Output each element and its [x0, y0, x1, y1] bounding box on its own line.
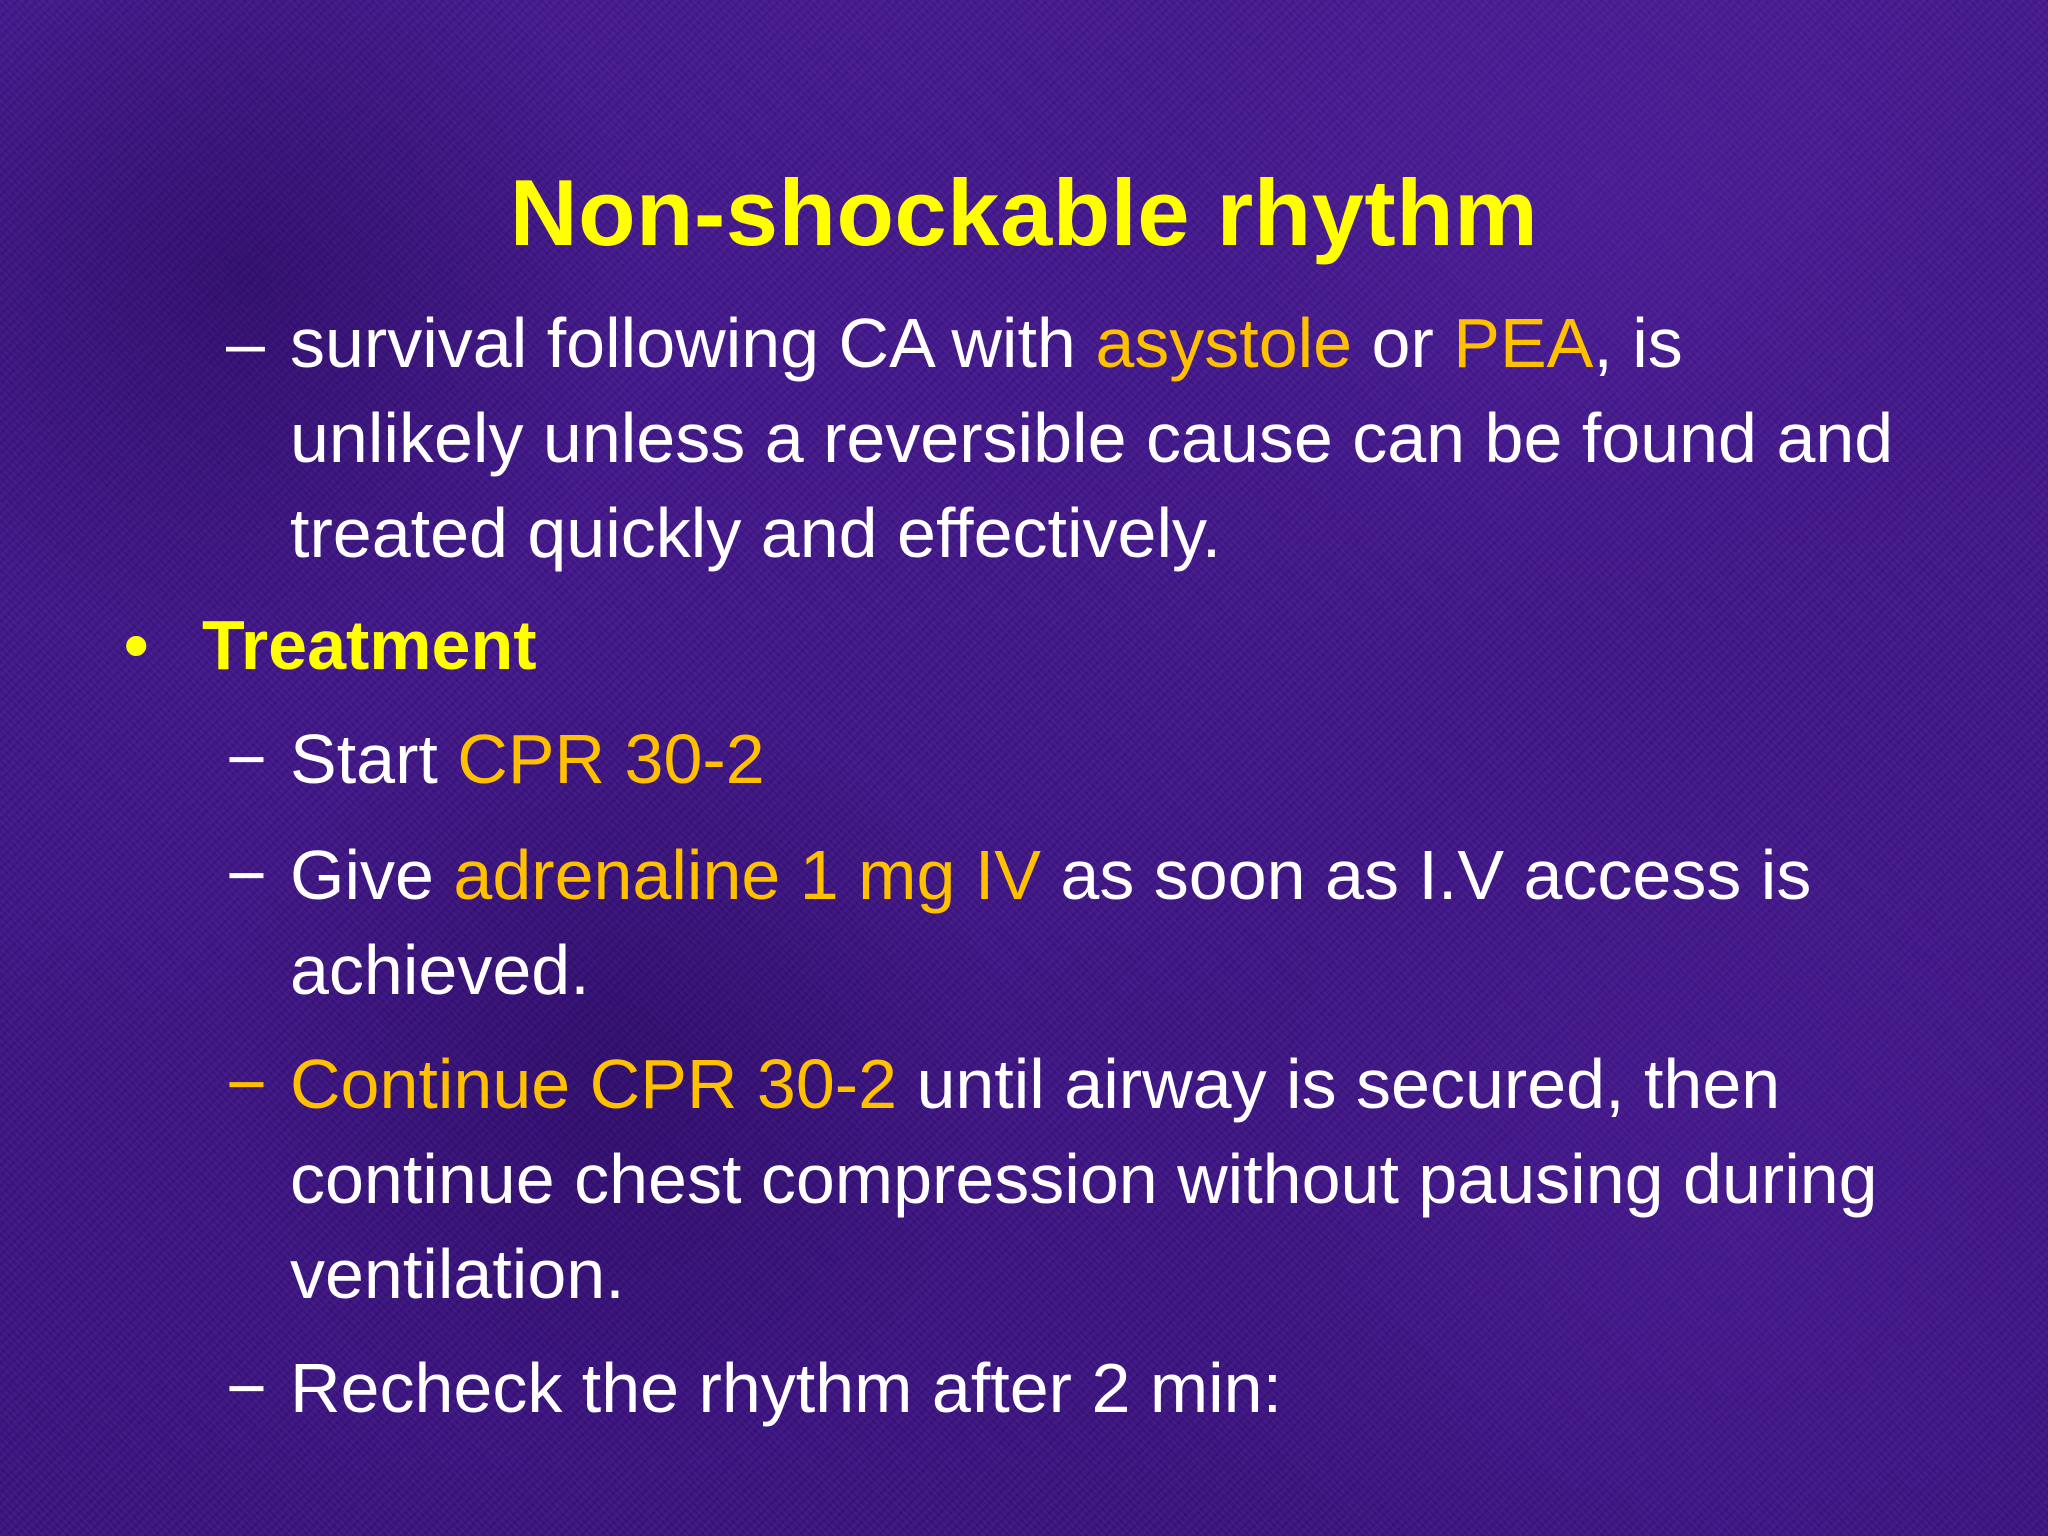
highlight-adrenaline: adrenaline 1 mg IV	[453, 836, 1041, 914]
treatment-item-start-cpr	[226, 712, 1926, 807]
dash-marker: −	[226, 1045, 267, 1123]
item-text	[290, 712, 1926, 807]
intro-item	[226, 296, 1926, 581]
dash-marker: −	[226, 1349, 267, 1427]
intro-text	[290, 296, 1926, 581]
treatment-heading	[124, 598, 537, 693]
treatment-item-recheck	[226, 1341, 1926, 1436]
dash-marker: –	[226, 304, 265, 382]
highlight-cpr: CPR 30-2	[457, 720, 765, 798]
highlight-pea: PEA	[1453, 304, 1594, 382]
item-text	[290, 1037, 1926, 1322]
text-segment: or	[1352, 304, 1454, 382]
text-segment: , is unlikely unless a reversible cause can be found and treated quickly and effectively.	[290, 304, 1894, 572]
bullet-marker: •	[124, 606, 149, 684]
item-text	[290, 1341, 1926, 1436]
text-segment: until airway is secured, then continue chest compression without pausing during ventilation.	[290, 1045, 1878, 1313]
text-segment: Give	[290, 836, 454, 914]
text-segment: Start	[290, 720, 458, 798]
dash-marker: −	[226, 720, 267, 798]
text-segment: survival following CA with	[290, 304, 1096, 382]
slide-title: Non-shockable rhythm	[509, 160, 1539, 265]
text-segment: Recheck the rhythm after 2 min:	[290, 1349, 1283, 1427]
item-text	[290, 828, 1926, 1018]
treatment-item-adrenaline	[226, 828, 1926, 1018]
highlight-continue-cpr: Continue CPR 30-2	[290, 1045, 897, 1123]
treatment-label: Treatment	[202, 606, 537, 684]
highlight-asystole: asystole	[1095, 304, 1353, 382]
treatment-item-continue-cpr	[226, 1037, 1926, 1322]
text-segment: as soon as I.V access is achieved.	[290, 836, 1812, 1009]
dash-marker: −	[226, 836, 267, 914]
